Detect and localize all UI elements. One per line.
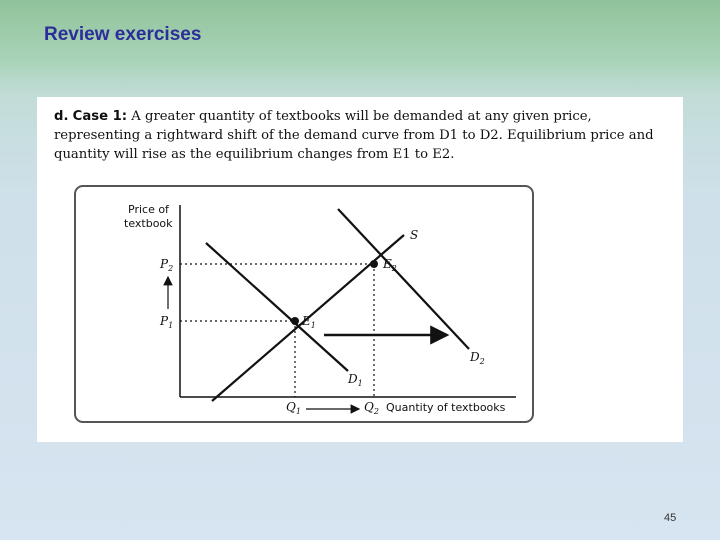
supply-demand-graph xyxy=(74,185,534,423)
supply-label: S xyxy=(410,228,419,242)
page-number: 45 xyxy=(664,512,677,524)
x-axis-label: Quantity of textbooks xyxy=(386,401,506,414)
case-label: Case 1: xyxy=(72,109,128,124)
equilibrium-point-e1 xyxy=(291,317,299,325)
part-label: d. xyxy=(54,109,69,124)
e2-label: $E_2$ xyxy=(383,257,397,273)
demand-curve-d1 xyxy=(206,243,348,371)
y-axis-label-line1: Price of xyxy=(128,203,169,216)
demand1-label: $D_1$ xyxy=(348,372,363,388)
slide-title: Review exercises xyxy=(44,24,202,45)
exercise-panel xyxy=(37,97,683,442)
p1-label: $P_1$ xyxy=(160,314,174,330)
demand2-label: $D_2$ xyxy=(470,350,485,366)
exercise-paragraph xyxy=(54,107,674,164)
p2-label: $P_2$ xyxy=(160,257,174,273)
e1-label: $E_1$ xyxy=(302,314,316,330)
q1-label: $Q_1$ xyxy=(286,400,301,416)
y-axis-label-line2: textbook xyxy=(124,217,173,230)
q2-label: $Q_2$ xyxy=(364,400,379,416)
equilibrium-point-e2 xyxy=(370,260,378,268)
exercise-text: A greater quantity of textbooks will be demanded at any given price, representing a rightward shift of the demand curve from D1 to D2. Equilibrium price and quantity will rise as the equilibrium changes from E1 to E2. xyxy=(54,109,654,162)
graph-canvas xyxy=(76,187,536,425)
demand-curve-d2 xyxy=(338,209,469,349)
